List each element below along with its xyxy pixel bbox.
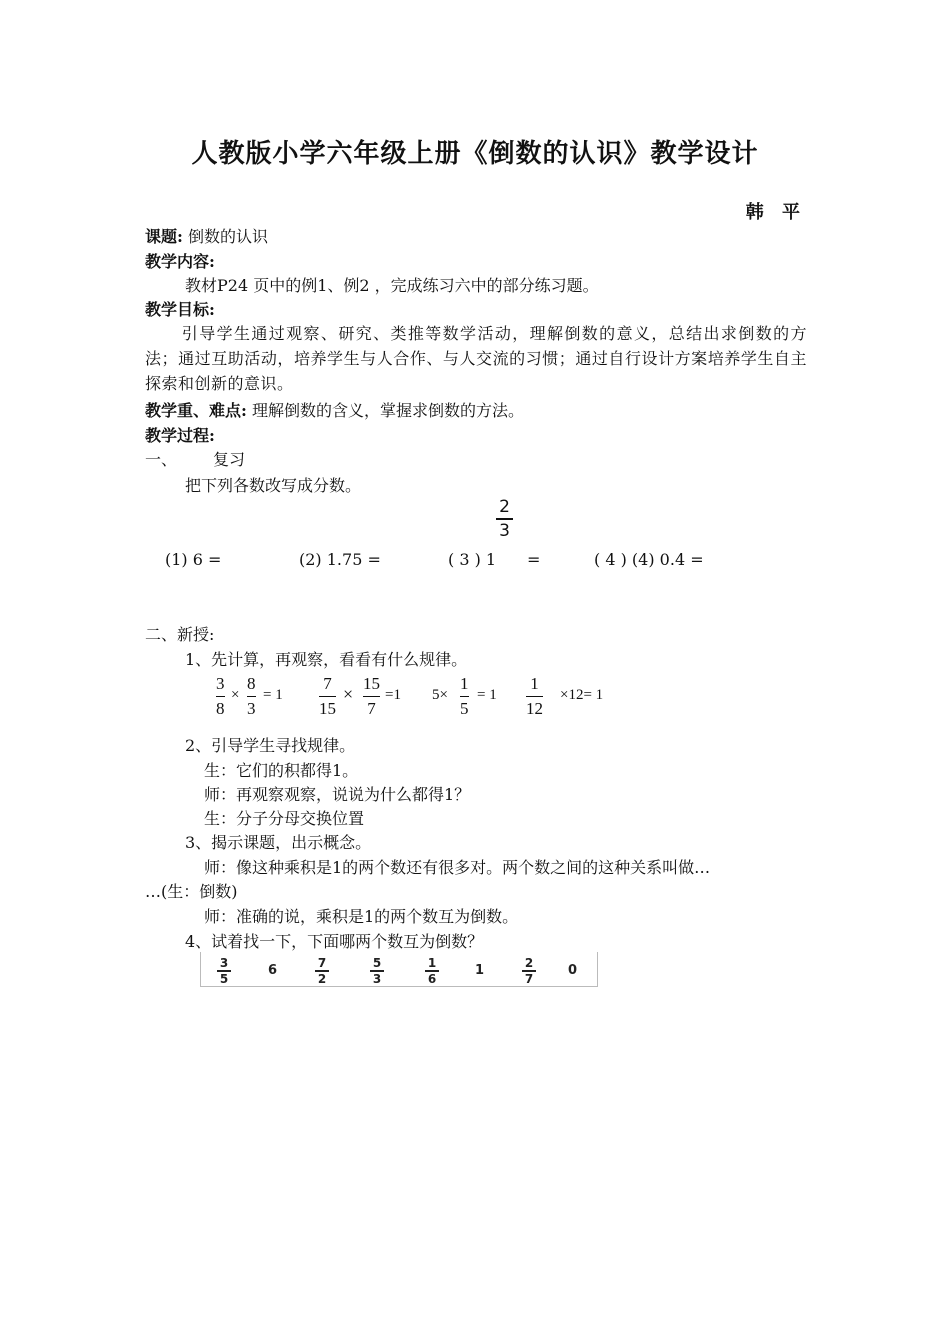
fraction	[526, 674, 543, 719]
times-sign: ×	[231, 687, 240, 703]
step-1: 1、先计算，再观察，看看有什么规律。	[185, 650, 468, 669]
student-line-2: 生：分子分母交换位置	[204, 809, 365, 828]
fraction	[247, 674, 256, 719]
topic-label: 课题:	[145, 227, 183, 246]
denominator: 12	[526, 699, 543, 718]
number-integer: 6	[268, 963, 278, 978]
review-instruction: 把下列各数改写成分数。	[185, 476, 362, 495]
number-fraction: 1 6	[425, 957, 439, 985]
mixed-frac-den: 3	[499, 521, 510, 541]
numerator: 7	[323, 674, 332, 693]
denominator: 7	[367, 699, 376, 718]
step-2: 2、引导学生寻找规律。	[185, 736, 356, 755]
equation-result: =1	[385, 687, 401, 703]
review-item-1: (1) 6 =	[165, 550, 222, 569]
number-strip	[200, 952, 598, 987]
goals-label: 教学目标:	[145, 300, 215, 319]
teacher-line-1: 师：再观察观察，说说为什么都得1？	[204, 785, 471, 804]
mixed-frac-num: 2	[499, 497, 510, 517]
fraction-bar	[496, 518, 513, 520]
numerator: 15	[363, 674, 380, 693]
fraction	[460, 674, 469, 719]
key-line	[145, 398, 524, 421]
equation-result: = 1	[477, 687, 497, 703]
review-heading: 复习	[213, 450, 246, 469]
step-4: 4、试着找一下，下面哪两个数互为倒数？	[185, 932, 484, 951]
content-text: 教材P24 页中的例1、例2 ，完成练习六中的部分练习题。	[185, 276, 599, 295]
equation-left: 5×	[432, 687, 448, 703]
numerator: 1	[530, 674, 539, 693]
review-item-3: ( 3 ) 1	[448, 550, 497, 569]
content-label: 教学内容:	[145, 252, 215, 271]
goals-text: 引导学生通过观察、研究、类推等数学活动，理解倒数的意义，总结出求倒数的方法；通过互助活动，培养学生与人合作、与人交流的习惯；通过自行设计方案培养学生自主探索和创新的意识。	[145, 324, 807, 393]
number-integer: 0	[568, 963, 578, 978]
teacher-line-2: 师：像这种乘积是1的两个数还有很多对。两个数之间的这种关系叫做…	[204, 858, 711, 877]
new-heading: 二、新授:	[145, 625, 215, 644]
topic-line	[145, 224, 268, 247]
denominator: 3	[247, 699, 256, 718]
fraction	[363, 674, 380, 719]
number-integer: 1	[475, 963, 485, 978]
number-fraction: 3 5	[217, 957, 231, 985]
step-3: 3、揭示课题，出示概念。	[185, 833, 372, 852]
fraction	[216, 674, 225, 719]
times-sign: ×	[343, 684, 354, 704]
process-label: 教学过程:	[145, 426, 215, 445]
denominator: 8	[216, 699, 225, 718]
numerator: 8	[247, 674, 256, 693]
key-text: 理解倒数的含义，掌握求倒数的方法。	[252, 401, 525, 420]
student-line-1: 生：它们的积都得1。	[204, 761, 359, 780]
teacher-line-2-cont: …(生：倒数)	[145, 882, 238, 901]
number-fraction: 5 3	[370, 957, 384, 985]
review-item-3-eq: =	[527, 550, 541, 569]
review-item-4: ( 4 ) (4) 0.4 =	[594, 550, 704, 569]
fraction	[319, 674, 336, 719]
topic-value: 倒数的认识	[188, 227, 269, 246]
review-item-2: (2) 1.75 =	[299, 550, 381, 569]
equation-rest: ×12= 1	[560, 687, 604, 703]
denominator: 15	[319, 699, 336, 718]
denominator: 5	[460, 699, 469, 718]
review-num: 一、	[145, 450, 178, 469]
number-fraction: 2 7	[522, 957, 536, 985]
page-title: 人教版小学六年级上册《倒数的认识》教学设计	[191, 139, 759, 169]
teacher-line-3: 师：准确的说，乘积是1的两个数互为倒数。	[204, 907, 519, 926]
numerator: 1	[460, 674, 469, 693]
author-name: 韩 平	[745, 202, 806, 223]
mixed-fraction	[496, 497, 513, 541]
number-fraction: 7 2	[315, 957, 329, 985]
numerator: 3	[216, 674, 225, 693]
equation-result: = 1	[263, 687, 283, 703]
key-label: 教学重、难点:	[145, 401, 247, 420]
